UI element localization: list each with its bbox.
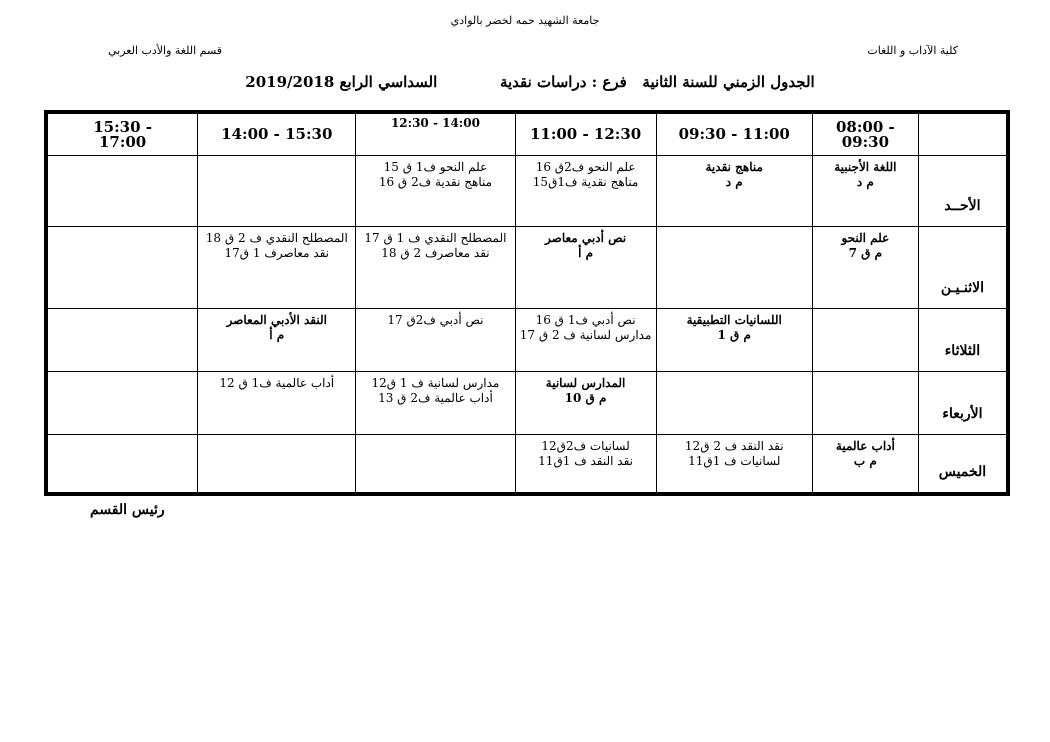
timetable [44, 110, 1010, 496]
session-line: نص أدبي معاصر [545, 230, 627, 245]
day-row [48, 226, 1007, 308]
session-cell [812, 308, 918, 372]
session-cell [198, 372, 356, 434]
session-line: أداب عالمية [835, 438, 895, 453]
day-label: الأحــد [918, 156, 1006, 227]
session-cell [515, 372, 656, 434]
session-line: المصطلح النقدي ف 2 ق 18 [205, 230, 348, 245]
session-line: أداب عالمية ف2 ق 13 [378, 391, 493, 406]
university-name: جامعة الشهيد حمه لخضر بالوادي [450, 14, 600, 27]
session-cell [515, 226, 656, 308]
session-line: علم النحو ف1 ق 15 [383, 160, 488, 174]
session-cell [198, 308, 356, 372]
faculty-name: كلية الآداب و اللغات [867, 44, 958, 57]
session-cell [356, 308, 515, 372]
time-slot-header: 11:00 - 12:30 [515, 114, 656, 156]
session-cell [356, 156, 515, 227]
session-line: اللسانيات التطبيقية [686, 312, 782, 327]
session-line: مناهج نقدية ف2 ق 16 [378, 175, 493, 189]
session-cell [198, 434, 356, 492]
day-row [48, 372, 1007, 434]
day-row [48, 156, 1007, 227]
session-line: م ق 1 [717, 327, 751, 342]
time-slot-header: 15:30 - 17:00 [48, 114, 198, 156]
session-cell [48, 226, 198, 308]
signature-label: رئيس القسم [90, 502, 165, 518]
session-line: م أ [578, 245, 594, 260]
department-name: قسم اللغة والأدب العربي [108, 44, 223, 57]
page-title: الجدول الزمني للسنة الثانية فرع : دراسات نقدية السداسي الرابع 2019/2018 [245, 73, 815, 91]
day-label: الثلاثاء [918, 308, 1006, 372]
session-line: م د [725, 175, 743, 189]
timetable-header-row [48, 114, 1007, 156]
session-cell [515, 156, 656, 227]
session-cell [656, 434, 812, 492]
session-line: لسانيات ف 1ق11 [688, 453, 781, 468]
session-cell [198, 226, 356, 308]
session-line: مدارس لسانية ف 1 ق12 [371, 376, 500, 391]
time-slot-header: 12:30 - 14:00 [356, 114, 515, 156]
session-cell [515, 434, 656, 492]
session-cell [356, 372, 515, 434]
session-line: نقد معاصرف 1 ق17 [224, 245, 330, 260]
session-line: م أ [269, 327, 285, 342]
session-cell [656, 372, 812, 434]
session-cell [656, 308, 812, 372]
session-line: مناهج نقدية [705, 160, 763, 174]
session-cell [48, 434, 198, 492]
session-cell [356, 434, 515, 492]
session-cell [48, 372, 198, 434]
session-cell [812, 156, 918, 227]
session-line: علم النحو [841, 230, 890, 245]
time-slot-header: 14:00 - 15:30 [198, 114, 356, 156]
session-line: م ق 7 [848, 245, 883, 260]
session-line: اللغة الأجنبية [834, 160, 897, 174]
session-line: نص أدبي ف2ق 17 [387, 312, 484, 327]
session-cell [356, 226, 515, 308]
session-line: لسانيات ف2ق12 [541, 438, 630, 453]
session-line: المصطلح النقدي ف 1 ق 17 [364, 230, 507, 245]
time-slot-header: 08:00 - 09:30 [812, 114, 918, 156]
timetable-grid [47, 113, 1007, 493]
session-line: علم النحو ف2ق 16 [535, 160, 636, 174]
session-line: المدارس لسانية [545, 376, 626, 391]
session-cell [656, 156, 812, 227]
session-line: مدارس لسانية ف 2 ق 17 [519, 327, 652, 342]
day-row [48, 434, 1007, 492]
session-line: م ب [853, 453, 877, 468]
session-line: م ق 10 [564, 391, 607, 406]
session-cell [198, 156, 356, 227]
session-cell [48, 156, 198, 227]
day-row [48, 308, 1007, 372]
session-cell [812, 226, 918, 308]
session-cell [656, 226, 812, 308]
session-cell [812, 372, 918, 434]
session-line: النقد الأدبي المعاصر [226, 312, 327, 327]
session-cell [515, 308, 656, 372]
session-line: نص أدبي ف1 ق 16 [535, 312, 636, 327]
day-label: الخميس [918, 434, 1006, 492]
session-line: أداب عالمية ف1 ق 12 [219, 376, 335, 391]
session-line: نقد النقد ف 2 ق12 [684, 438, 784, 453]
session-line: نقد النقد ف 1ق11 [538, 453, 633, 468]
session-cell [812, 434, 918, 492]
session-line: م د [856, 175, 874, 189]
session-line: مناهج نقدية ف1ق15 [532, 175, 639, 189]
corner-cell [918, 114, 1006, 156]
session-cell [48, 308, 198, 372]
day-label: الأربعاء [918, 372, 1006, 434]
time-slot-header: 09:30 - 11:00 [656, 114, 812, 156]
day-label: الاثنـيـن [918, 226, 1006, 308]
session-line: نقد معاصرف 2 ق 18 [381, 245, 490, 260]
